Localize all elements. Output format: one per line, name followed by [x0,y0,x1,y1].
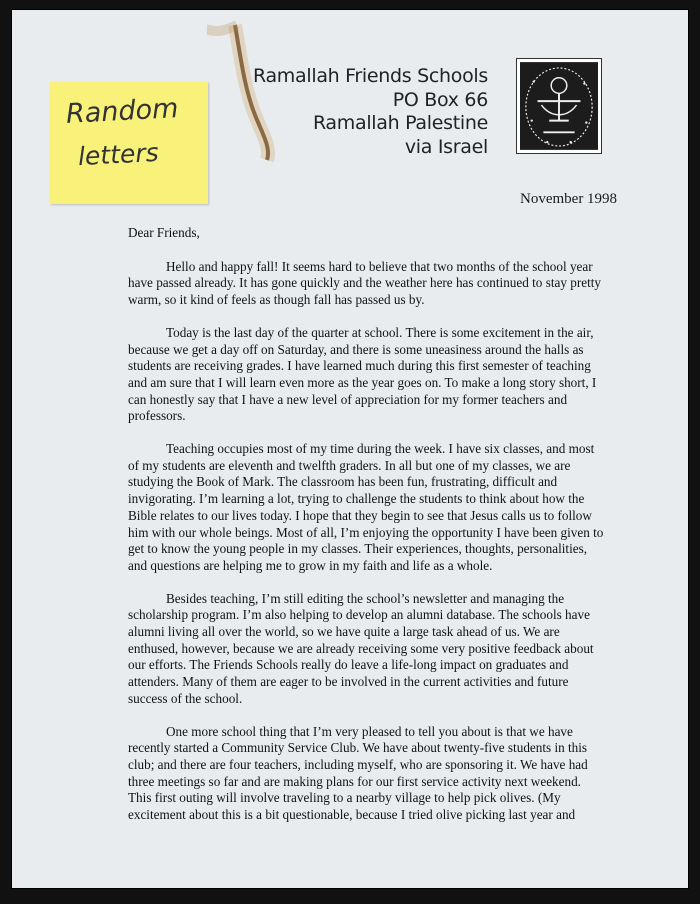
letterhead-line: Ramallah Palestine [312,112,488,134]
paragraph: Today is the last day of the quarter at school. There is some excitement in the air, because we get a day off on Saturday, and there is some uneasiness around the halls as students are receiving grades. I have learned much during this first semester of teaching and am sure that I will learn even more as the year goes on. To make a long story short, I can honestly say that I have a new level of appreciation for my former teachers and professors. [128,324,597,424]
paragraph: Hello and happy fall! It seems hard to believe that two months of the school year have passed already. It has gone quickly and the weather here has continued to stay pretty warm, so it kind of feels as though fall has passed us by. [128,258,601,308]
letter-page [12,10,688,888]
paragraph: One more school thing that I’m very pleased to tell you about is that we have recently started a Community Service Club. We have about twenty-five students in this club; and there are four teachers, including myself, who are sponsoring it. We have had three meetings so far and are making plans for our first service activity next weekend. This first outing will involve traveling to a nearby village to help pick olives. (My excitement about this is a bit questionable, because I tried olive picking last year and [128,723,588,823]
school-logo [516,58,602,154]
letterhead-line: PO Box 66 [392,88,488,111]
paragraph: Teaching occupies most of my time during the week. I have six classes, and most of my students are eleventh and twelfth graders. In all but one of my classes, we are studying the Book of Mark. The classroom has been fun, frustrating, difficult and invigorating. I’m learning a lot, trying to challenge the students to think about how the Bible relates to our lives today. I hope that they begin to see that Jesus calls us to follow him with our whole beings. Most of all, I’m enjoying the opportunity I have been given to get to know the young people in my classes. Their experiences, thoughts, personalities, and questions are helping me to grow in my faith and life as a whole. [128,441,604,573]
logo-emblem-icon [520,62,598,150]
sticky-note [50,82,208,204]
letter-body [128,225,606,824]
letterhead-line: Ramallah Friends Schools [252,65,488,87]
letterhead-address [253,65,488,159]
sticky-note-line: letters [77,137,160,172]
sticky-note-line: Random [65,93,180,130]
letterhead-line: via Israel [404,135,488,158]
paragraph: Besides teaching, I’m still editing the school’s newsletter and managing the scholarship program. I’m also helping to develop an alumni database. The schools have alumni living all over the world, so we have quite a large task ahead of us. We are enthused, however, because we are already receiving some very positive feedback about our efforts. The Friends Schools really do leave a life-long impact on graduates and attenders. Many of them are eager to be involved in the current activities and future success of the school. [128,590,594,706]
letter-date: November 1998 [520,191,618,207]
salutation: Dear Friends, [128,225,200,240]
